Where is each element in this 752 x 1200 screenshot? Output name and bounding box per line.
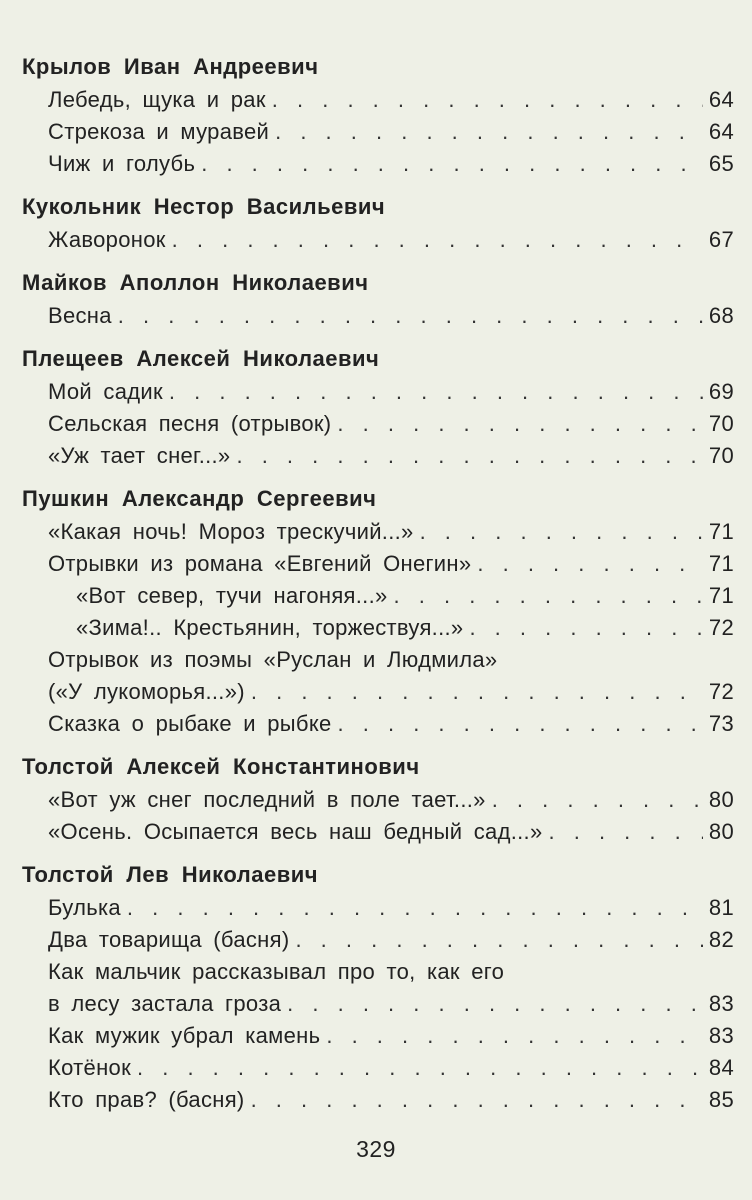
- entry-page-number: 83: [708, 991, 734, 1016]
- entry-title: «Вот север, тучи нагоняя...»: [76, 583, 388, 608]
- toc-entry[interactable]: [48, 816, 734, 848]
- entry-page-number: 69: [708, 379, 734, 404]
- toc-entry[interactable]: [48, 708, 734, 740]
- dot-leader: [549, 816, 703, 848]
- author-heading: Майков Аполлон Николаевич: [22, 270, 369, 295]
- entry-title: Отрывок из поэмы «Руслан и Людмила»: [48, 647, 498, 672]
- entry-title: Как мальчик рассказывал про то, как его: [48, 959, 505, 984]
- entry-title: Булька: [48, 895, 121, 920]
- dot-leader: [201, 148, 703, 180]
- dot-leader: [272, 84, 703, 116]
- dot-leader: [137, 1052, 703, 1084]
- entry-title: Лебедь, щука и рак: [48, 87, 266, 112]
- toc-entry[interactable]: [48, 1052, 734, 1084]
- toc-subentry[interactable]: [76, 580, 734, 612]
- entry-page-number: 82: [708, 927, 734, 952]
- entry-page-number: 71: [708, 519, 734, 544]
- toc-entry[interactable]: [48, 956, 734, 1020]
- dot-leader: [275, 116, 703, 148]
- toc-entry[interactable]: [48, 784, 734, 816]
- entry-title: Два товарища (басня): [48, 927, 290, 952]
- entry-title: Отрывки из романа «Евгений Онегин»: [48, 551, 472, 576]
- toc-entry[interactable]: [48, 148, 734, 180]
- entry-title: Чиж и голубь: [48, 151, 196, 176]
- toc-entry[interactable]: [48, 644, 734, 708]
- entry-page-number: 73: [708, 711, 734, 736]
- dot-leader: [338, 708, 703, 740]
- toc-entry[interactable]: [48, 224, 734, 256]
- dot-leader: [295, 924, 702, 956]
- entry-title: Мой садик: [48, 379, 163, 404]
- entry-page-number: 83: [708, 1023, 734, 1048]
- dot-leader: [469, 612, 702, 644]
- author-heading: Крылов Иван Андреевич: [22, 54, 319, 79]
- entry-page-number: 64: [708, 119, 734, 144]
- entry-page-number: 64: [708, 87, 734, 112]
- toc-entry[interactable]: [48, 1084, 734, 1116]
- toc-entry[interactable]: [48, 84, 734, 116]
- dot-leader: [287, 988, 703, 1020]
- entry-page-number: 85: [708, 1087, 734, 1112]
- entry-title: Стрекоза и муравей: [48, 119, 270, 144]
- entry-page-number: 81: [708, 895, 734, 920]
- dot-leader: [251, 1084, 703, 1116]
- dot-leader: [337, 408, 703, 440]
- entry-page-number: 68: [708, 303, 734, 328]
- entry-title: «Вот уж снег последний в поле тает...»: [48, 787, 486, 812]
- entry-title: Как мужик убрал камень: [48, 1023, 321, 1048]
- entry-title: Сельская песня (отрывок): [48, 411, 332, 436]
- entry-title: Весна: [48, 303, 112, 328]
- entry-title-continued: в лесу застала гроза: [48, 991, 282, 1016]
- entry-title: Жаворонок: [48, 227, 166, 252]
- entry-page-number: 84: [708, 1055, 734, 1080]
- toc-entry[interactable]: [48, 376, 734, 408]
- author-heading: Плещеев Алексей Николаевич: [22, 346, 380, 371]
- entry-page-number: 80: [708, 819, 734, 844]
- entry-page-number: 72: [708, 679, 734, 704]
- entry-title: Котёнок: [48, 1055, 131, 1080]
- dot-leader: [492, 784, 703, 816]
- dot-leader: [169, 376, 703, 408]
- toc-entry[interactable]: [48, 300, 734, 332]
- dot-leader: [394, 580, 703, 612]
- entry-title: «Уж тает снег...»: [48, 443, 231, 468]
- entry-page-number: 71: [708, 551, 734, 576]
- table-of-contents: [22, 52, 734, 1116]
- entry-page-number: 70: [708, 411, 734, 436]
- toc-entry[interactable]: [48, 924, 734, 956]
- author-heading: Толстой Алексей Константинович: [22, 754, 420, 779]
- dot-leader: [127, 892, 703, 924]
- dot-leader: [326, 1020, 703, 1052]
- entry-title-continued: («У лукоморья...»): [48, 679, 245, 704]
- dot-leader: [251, 676, 703, 708]
- entry-page-number: 80: [708, 787, 734, 812]
- toc-entry[interactable]: [48, 548, 734, 580]
- toc-entry[interactable]: [48, 116, 734, 148]
- entry-title: Сказка о рыбаке и рыбке: [48, 711, 332, 736]
- toc-entry[interactable]: [48, 1020, 734, 1052]
- toc-entry[interactable]: [48, 516, 734, 548]
- toc-entry[interactable]: [48, 408, 734, 440]
- toc-entry[interactable]: [48, 440, 734, 472]
- entry-page-number: 70: [708, 443, 734, 468]
- dot-leader: [172, 224, 703, 256]
- author-heading: Кукольник Нестор Васильевич: [22, 194, 386, 219]
- dot-leader: [420, 516, 703, 548]
- author-heading: Пушкин Александр Сергеевич: [22, 486, 377, 511]
- toc-entry[interactable]: [48, 892, 734, 924]
- entry-title: «Зима!.. Крестьянин, торжествуя...»: [76, 615, 464, 640]
- entry-title: «Какая ночь! Мороз трескучий...»: [48, 519, 414, 544]
- entry-title: «Осень. Осыпается весь наш бедный сад...»: [48, 819, 543, 844]
- entry-page-number: 71: [708, 583, 734, 608]
- toc-subentry[interactable]: [76, 612, 734, 644]
- entry-page-number: 67: [708, 227, 734, 252]
- page-number: 329: [356, 1136, 396, 1162]
- entry-title: Кто прав? (басня): [48, 1087, 245, 1112]
- entry-page-number: 72: [708, 615, 734, 640]
- author-heading: Толстой Лев Николаевич: [22, 862, 319, 887]
- dot-leader: [118, 300, 703, 332]
- dot-leader: [477, 548, 703, 580]
- entry-page-number: 65: [708, 151, 734, 176]
- dot-leader: [236, 440, 702, 472]
